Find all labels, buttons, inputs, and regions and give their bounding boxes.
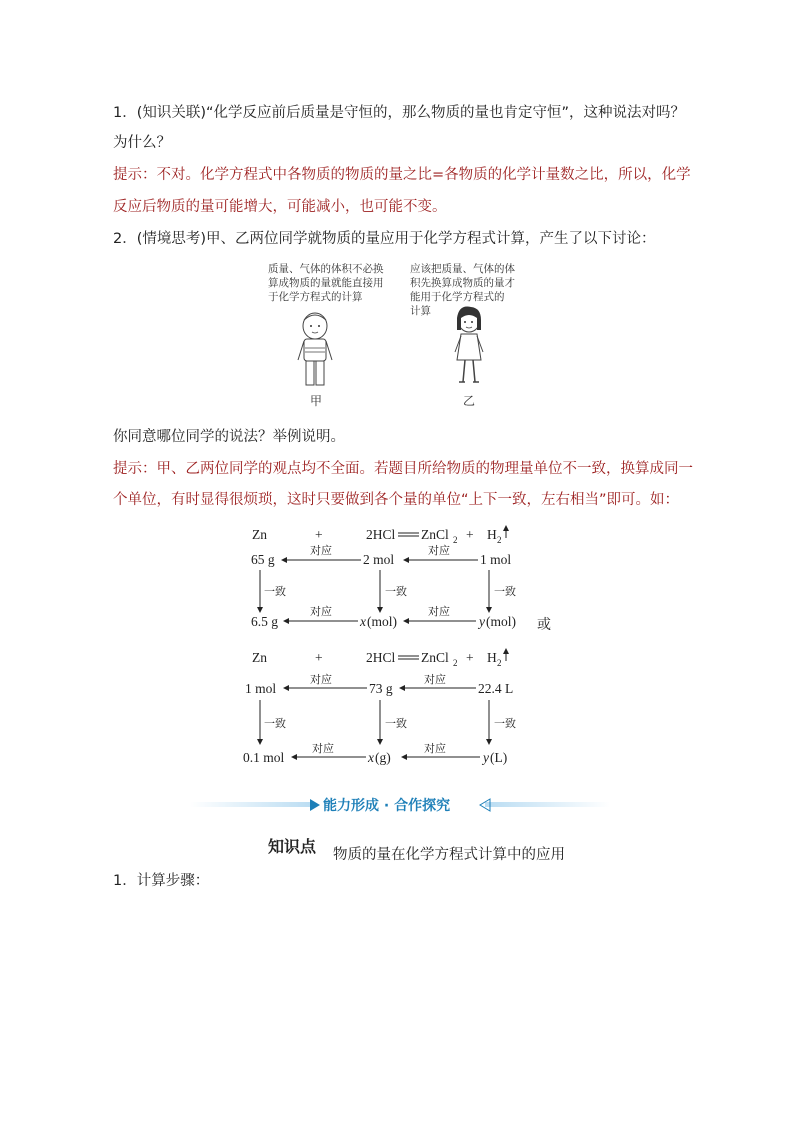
left-speech-3: 于化学方程式的计算 [268, 291, 363, 303]
d2-eq-plus1: + [315, 650, 323, 665]
d1-top-mid: 2 mol [363, 552, 395, 567]
banner-title: 能力形成 · 合作探究 [323, 798, 451, 814]
d2-corr-2: 对应 [424, 674, 446, 686]
d1-eq-plus1: + [315, 527, 323, 542]
left-student-name: 甲 [310, 394, 323, 408]
d1-bot-right-unit: (mol) [486, 614, 516, 629]
d2-eq-zncl-sub: 2 [453, 658, 458, 668]
d1-bot-mid-var: x [360, 614, 366, 629]
d1-top-right: 1 mol [480, 552, 512, 567]
d2-cons-2: 一致 [385, 718, 407, 730]
d1-eq-zncl: ZnCl [421, 527, 449, 542]
q2-line1: 2．(情境思考)甲、乙两位同学就物质的量应用于化学方程式计算，产生了以下讨论： [113, 231, 656, 247]
d2-top-mid: 73 g [369, 681, 393, 696]
d2-corr-1: 对应 [310, 674, 332, 686]
right-speech-2: 积先换算成物质的量才 [410, 277, 515, 289]
step-heading: 1．计算步骤： [113, 873, 210, 889]
d1-bot-left: 6.5 g [251, 614, 278, 629]
d2-eq-hcl: 2HCl [366, 650, 396, 665]
left-speech-1: 质量、气体的体积不必换 [268, 263, 384, 275]
d1-top-left: 65 g [251, 552, 275, 567]
d2-eq-plus2: + [466, 650, 474, 665]
d2-cons-1: 一致 [264, 718, 286, 730]
d2-eq-zn: Zn [252, 650, 267, 665]
d2-bot-left: 0.1 mol [243, 750, 285, 765]
q2-hint-line2: 个单位，有时显得很烦琐，这时只要做到各个量的单位“上下一致，左右相当”即可。如： [113, 492, 680, 508]
q1-hint-line1: 提示：不对。化学方程式中各物质的物质的量之比=各物质的化学计量数之比，所以，化学 [113, 167, 691, 183]
reaction-diagram-2 [0, 646, 794, 770]
d1-corr-4: 对应 [428, 606, 450, 618]
reaction-diagram-1 [0, 520, 794, 640]
d2-bot-mid-var: x [368, 750, 374, 765]
knowledge-point-title: 物质的量在化学方程式计算中的应用 [333, 847, 565, 863]
d1-corr-2: 对应 [428, 545, 450, 557]
d2-cons-3: 一致 [494, 718, 516, 730]
q1-line2: 为什么？ [113, 135, 171, 151]
d1-corr-3: 对应 [310, 606, 332, 618]
d2-corr-4: 对应 [424, 743, 446, 755]
d1-eq-plus2: + [466, 527, 474, 542]
d1-eq-h-sub: 2 [497, 535, 502, 545]
d1-bot-right-var: y [479, 614, 485, 629]
boy-figure-icon [290, 308, 340, 390]
right-student-name: 乙 [463, 394, 476, 408]
q1-hint-line2: 反应后物质的量可能增大，可能减小，也可能不变。 [113, 199, 447, 215]
d1-eq-hcl: 2HCl [366, 527, 396, 542]
d2-eq-h-sub: 2 [497, 658, 502, 668]
q1-line1: 1．(知识关联)“化学反应前后质量是守恒的，那么物质的量也肯定守恒”，这种说法对吗？ [113, 105, 686, 121]
left-speech-2: 算成物质的量就能直接用 [268, 277, 384, 289]
d1-bot-mid-unit: (mol) [367, 614, 397, 629]
right-speech-3: 能用于化学方程式的 [410, 291, 505, 303]
knowledge-point-label: 知识点 [268, 837, 317, 856]
d1-or: 或 [537, 617, 551, 633]
right-speech-1: 应该把质量、气体的体 [410, 263, 515, 275]
d2-bot-right-unit: (L) [490, 750, 508, 765]
d1-eq-zn: Zn [252, 527, 267, 542]
d1-eq-zncl-sub: 2 [453, 535, 458, 545]
d2-eq-h: H [487, 650, 497, 665]
d2-corr-3: 对应 [312, 743, 334, 755]
d1-cons-1: 一致 [264, 586, 286, 598]
d2-top-left: 1 mol [245, 681, 277, 696]
d2-eq-zncl: ZnCl [421, 650, 449, 665]
d1-eq-h: H [487, 527, 497, 542]
q2-hint-line1: 提示：甲、乙两位同学的观点均不全面。若题目所给物质的物理量单位不一致，换算成同一 [113, 461, 693, 477]
d2-bot-mid-unit: (g) [375, 750, 391, 765]
d1-corr-1: 对应 [310, 545, 332, 557]
d2-bot-right-var: y [483, 750, 489, 765]
d1-cons-3: 一致 [494, 586, 516, 598]
right-speech-4: 计算 [410, 305, 431, 317]
d1-cons-2: 一致 [385, 586, 407, 598]
banner-left-arrow-icon [310, 799, 320, 811]
q2-question: 你同意哪位同学的说法？举例说明。 [113, 429, 345, 445]
d2-top-right: 22.4 L [478, 681, 514, 696]
girl-figure-icon [445, 302, 495, 390]
